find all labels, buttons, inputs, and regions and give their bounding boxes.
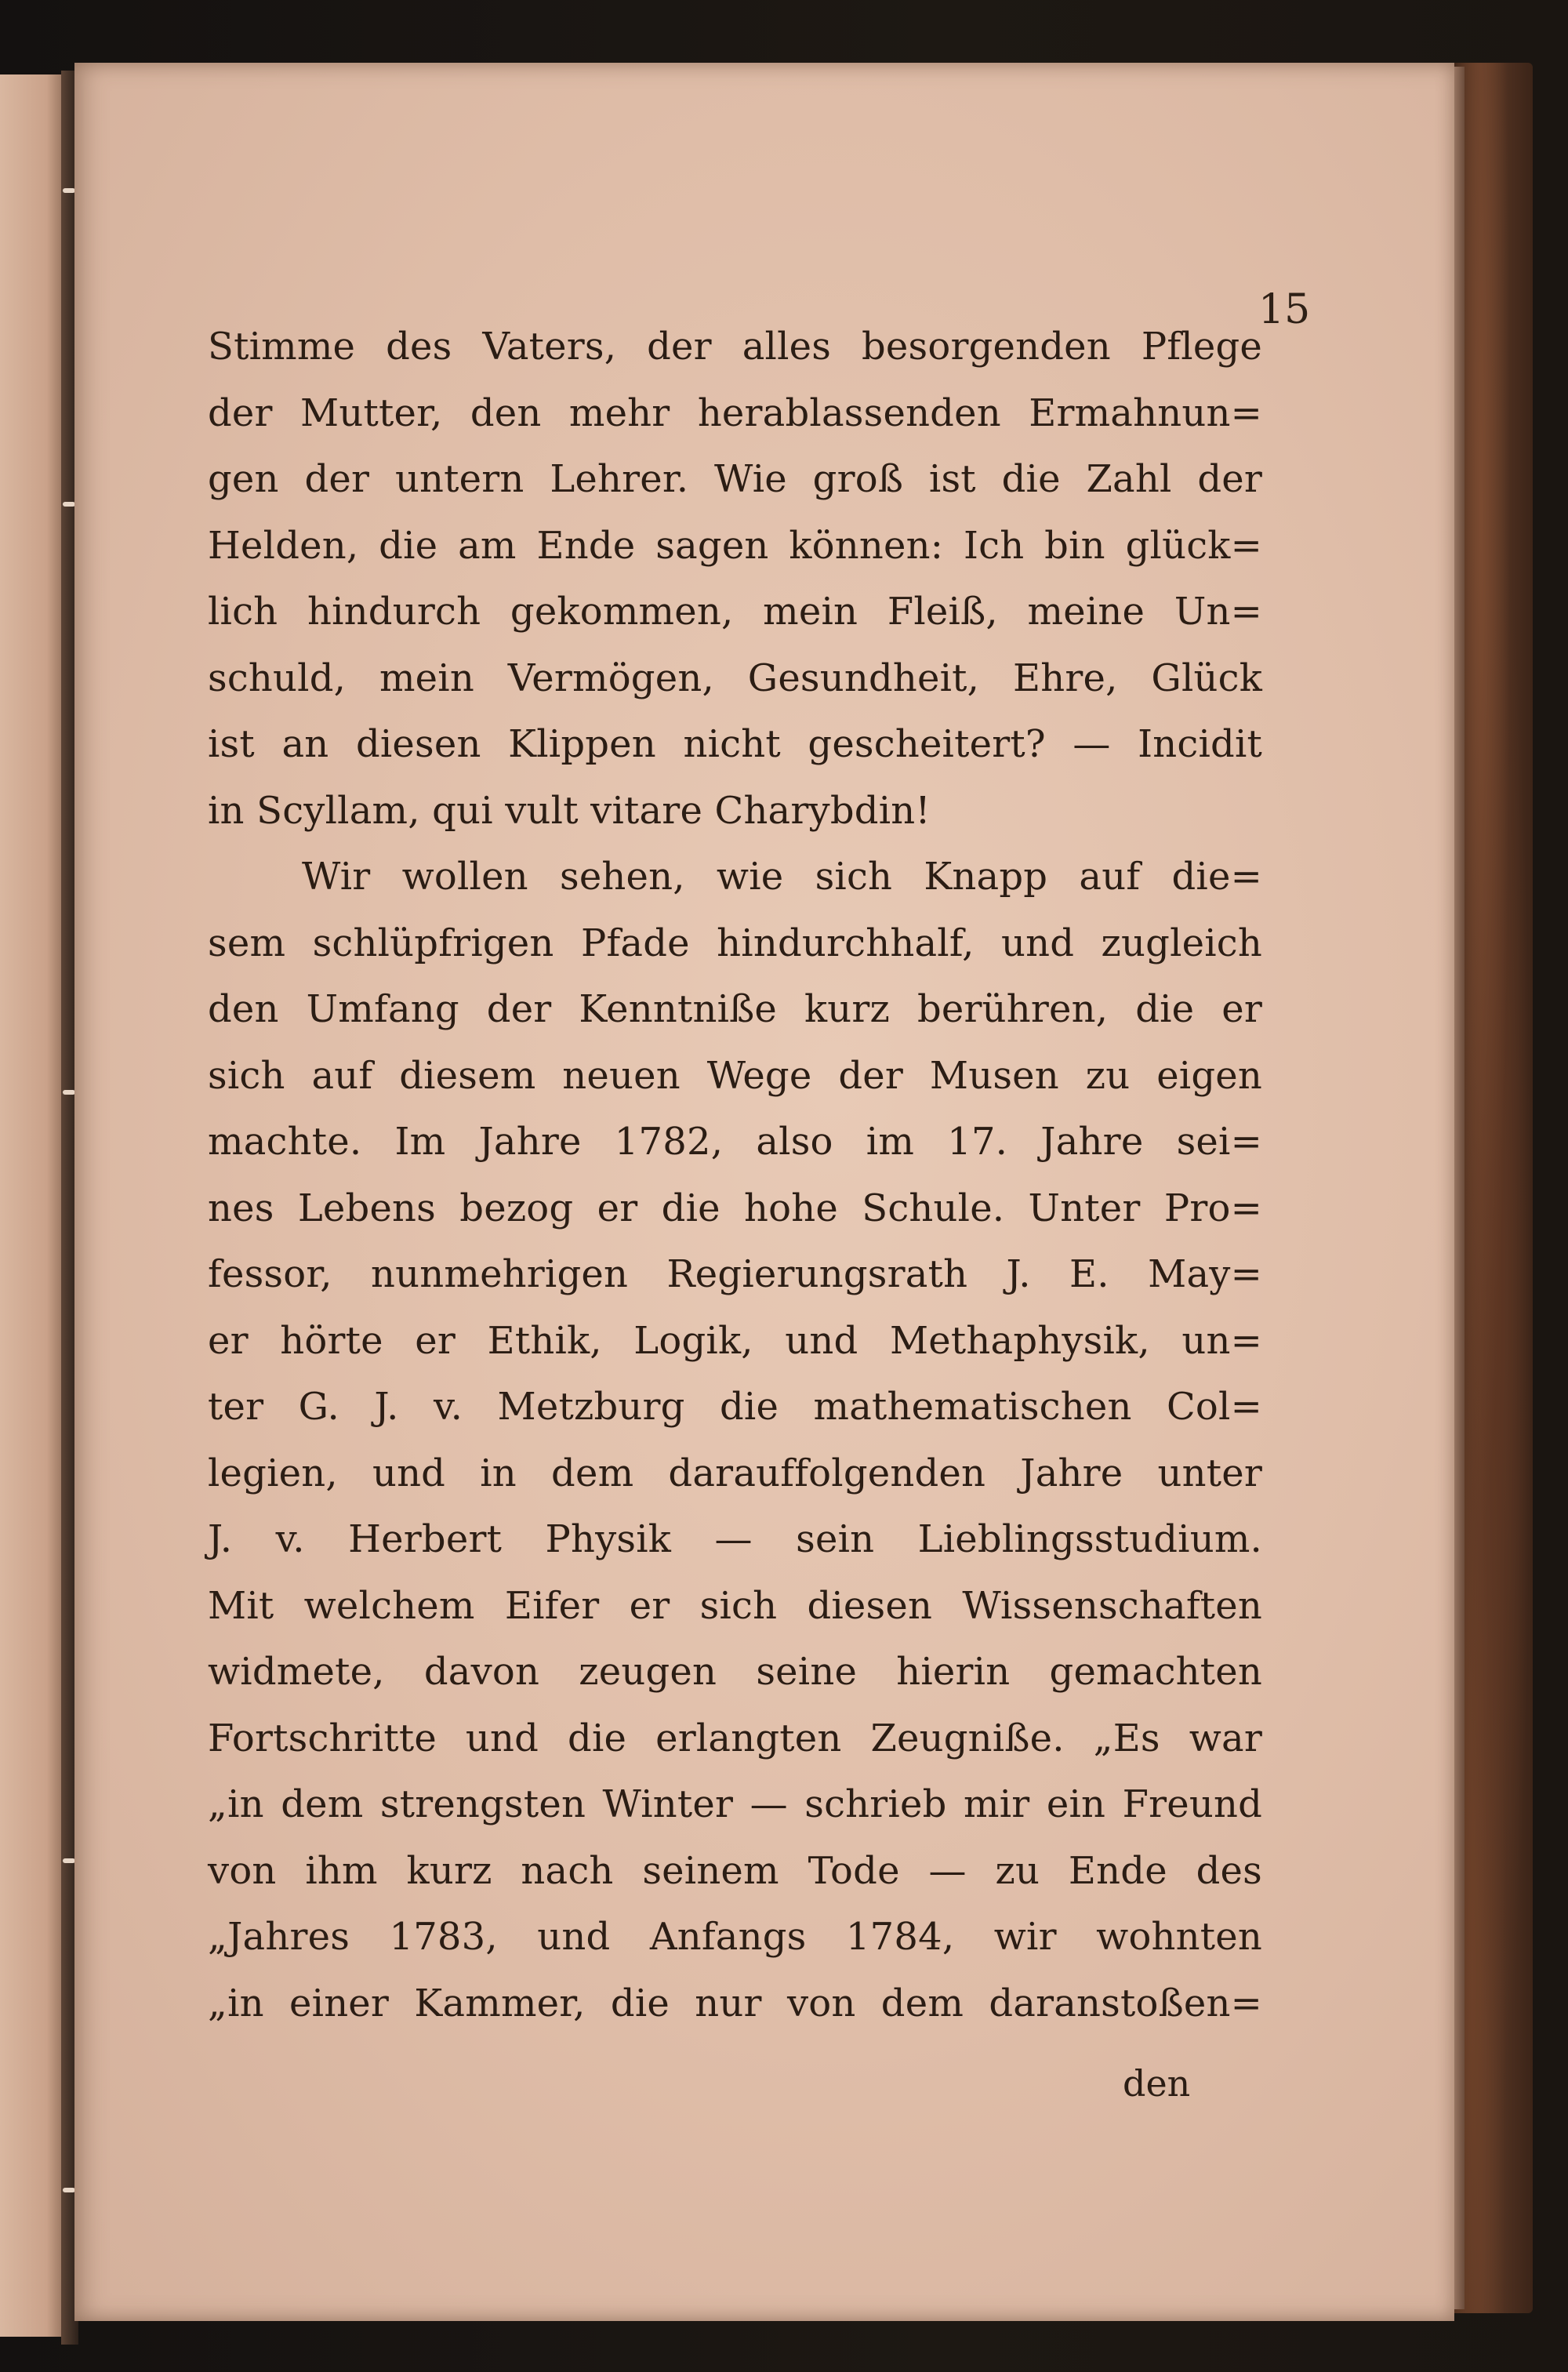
text-line: der Mutter, den mehr herablassenden Ermahnun= <box>208 390 1262 435</box>
text-line: fessor, nunmehrigen Regierungsrath J. E. May= <box>208 1252 1262 1296</box>
text-line: Fortschritte und die erlangten Zeugniße. „Es war <box>208 1716 1262 1760</box>
binding-stitch <box>63 188 75 193</box>
text-line: ist an diesen Klippen nicht gescheitert? — Incidit <box>208 722 1262 766</box>
page-number: 15 <box>1258 286 1311 333</box>
catchword: den <box>1123 2062 1191 2105</box>
text-line: sich auf diesem neuen Wege der Musen zu eigen <box>208 1053 1262 1098</box>
text-line: „in einer Kammer, die nur von dem daranstoßen= <box>208 1981 1262 2025</box>
text-line: schuld, mein Vermögen, Gesundheit, Ehre, Glück <box>208 656 1262 700</box>
text-line: Wir wollen sehen, wie sich Knapp auf die= <box>302 855 1262 899</box>
text-line: Stimme des Vaters, der alles besorgenden Pflege <box>208 325 1262 369</box>
text-line: von ihm kurz nach seinem Tode — zu Ende des <box>208 1848 1262 1893</box>
binding-stitch <box>63 1858 75 1863</box>
text-line: J. v. Herbert Physik — sein Lieblingsstudium. <box>208 1517 1262 1561</box>
text-line: den Umfang der Kenntniße kurz berühren, die er <box>208 987 1262 1031</box>
text-line: Mit welchem Eifer er sich diesen Wissenschaften <box>208 1583 1262 1628</box>
text-line: lich hindurch gekommen, mein Fleiß, meine Un= <box>208 590 1262 634</box>
binding-stitch <box>63 1090 75 1095</box>
binding-stitch <box>63 2188 75 2192</box>
text-line: sem schlüpfrigen Pfade hindurchhalf, und zugleich <box>208 921 1262 965</box>
text-line: legien, und in dem darauffolgenden Jahre unter <box>208 1451 1262 1495</box>
text-line: machte. Im Jahre 1782, also im 17. Jahre sei= <box>208 1120 1262 1164</box>
text-line: „Jahres 1783, und Anfangs 1784, wir wohnten <box>208 1915 1262 1959</box>
text-line: „in dem strengsten Winter — schrieb mir ein Freund <box>208 1782 1262 1826</box>
text-line: gen der untern Lehrer. Wie groß ist die Zahl der <box>208 457 1262 501</box>
text-line: ter G. J. v. Metzburg die mathematischen Col= <box>208 1385 1262 1429</box>
text-line: nes Lebens bezog er die hohe Schule. Unter Pro= <box>208 1186 1262 1230</box>
text-line: in Scyllam, qui vult vitare Charybdin! <box>208 788 931 833</box>
text-line: er hörte er Ethik, Logik, und Methaphysik, un= <box>208 1318 1262 1363</box>
facing-page-edge <box>0 74 67 2337</box>
binding-stitch <box>63 502 75 507</box>
text-line: widmete, davon zeugen seine hierin gemachten <box>208 1650 1262 1694</box>
text-line: Helden, die am Ende sagen können: Ich bin glück= <box>208 523 1262 568</box>
page-text <box>208 314 1262 2036</box>
